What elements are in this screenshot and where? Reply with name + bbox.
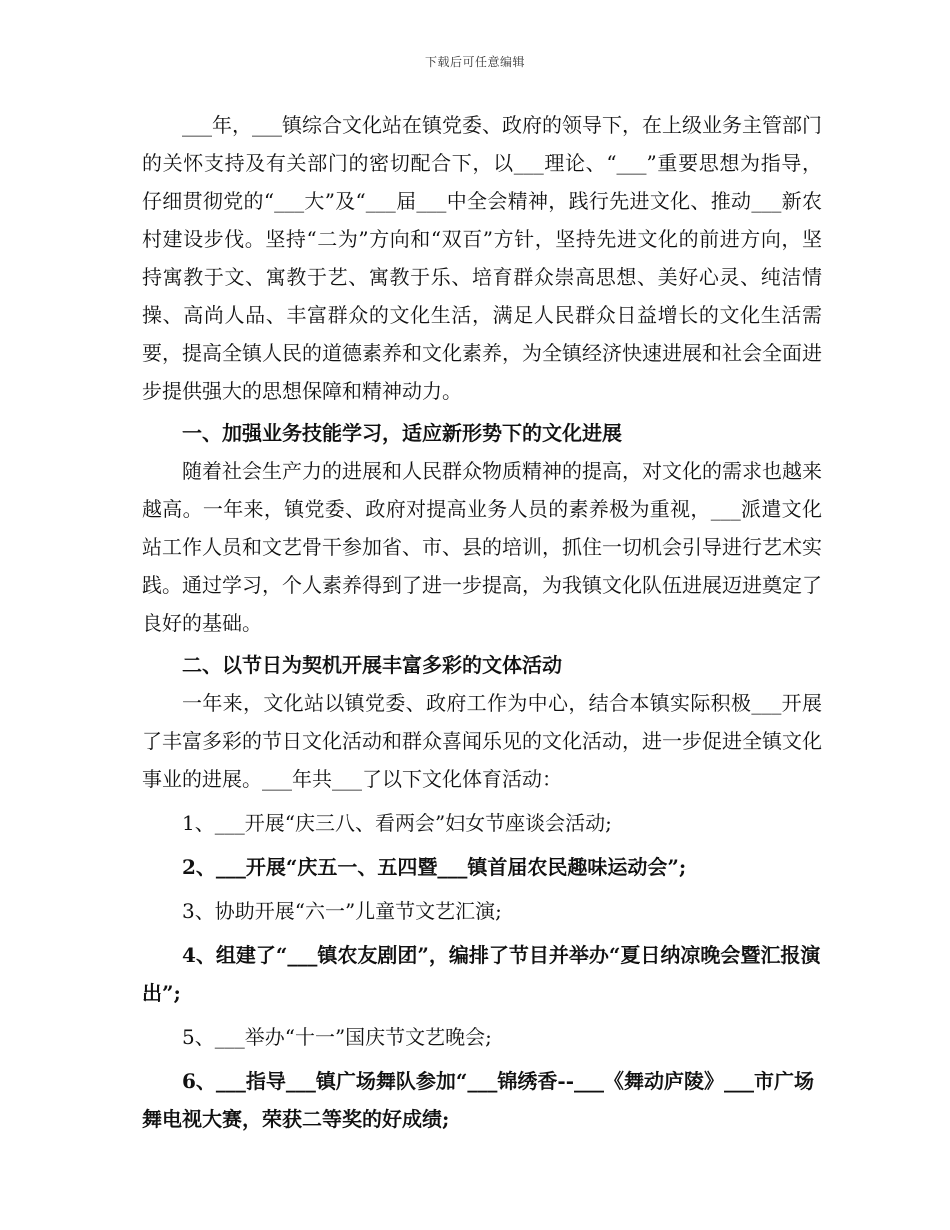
section-heading-1: 一、加强业务技能学习，适应新形势下的文化进展 [182,421,622,445]
list-item-3: 3、协助开展“六一”儿童节文艺汇演; [182,899,502,923]
list-item-1: 1、___开展“庆三八、看两会”妇女节座谈会活动; [182,811,612,835]
list-item-2: 2、___开展“庆五一、五四暨___镇首届农民趣味运动会”; [182,855,687,879]
list-item-6: 6、___指导___镇广场舞队参加“___锦绣香--___《舞动庐陵》___市广场舞电视大赛，荣获二等奖的好成绩; [142,1069,815,1131]
section-2-paragraph: 一年来，文化站以镇党委、政府工作为中心，结合本镇实际积极___开展了丰富多彩的节日文化活动和群众喜闻乐见的文化活动，进一步促进全镇文化事业的进展。___年共___了以下文化体育活动： [142,691,822,791]
intro-paragraph: ___年，___镇综合文化站在镇党委、政府的领导下，在上级业务主管部门的关怀支持及有关部门的密切配合下，以___理论、“___”重要思想为指导，仔细贯彻党的“___大”及“___届___中全会精神，践行先进文化、推动___新农村建设步伐。坚持“二为”方向和“双百”方针，坚持先进文化的前进方向，坚持寓教于文、寓教于艺、寓教于乐、培育群众崇高思想、美好心灵、纯洁情操、高尚人品、丰富群众的文化生活，满足人民群众日益增长的文化生活需要，提高全镇人民的道德素养和文化素养，为全镇经济快速进展和社会全面进步提供强大的思想保障和精神动力。 [142,113,822,403]
document-body [142,106,822,1138]
section-heading-2: 二、以节日为契机开展丰富多彩的文体活动 [182,653,562,677]
section-1-paragraph: 随着社会生产力的进展和人民群众物质精神的提高，对文化的需求也越来越高。一年来，镇党委、政府对提高业务人员的素养极为重视，___派遣文化站工作人员和文艺骨干参加省、市、县的培训，抓住一切机会引导进行艺术实践。通过学习，个人素养得到了进一步提高，为我镇文化队伍进展迈进奠定了良好的基础。 [142,459,822,635]
page-header: 下载后可任意编辑 [424,55,525,69]
list-item-5: 5、___举办“十一”国庆节文艺晚会; [182,1025,492,1049]
list-item-4: 4、组建了“___镇农友剧团”，编排了节目并举办“夏日纳凉晚会暨汇报演出”; [142,943,821,1005]
